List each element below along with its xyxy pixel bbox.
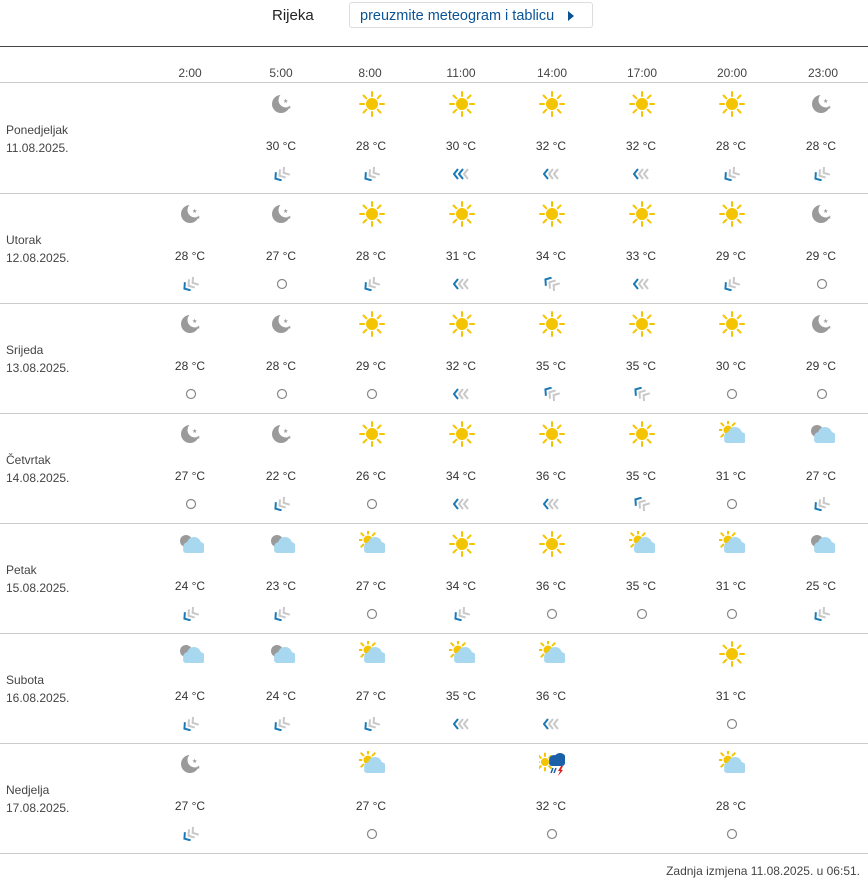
city-name: Rijeka [272,7,314,24]
play-triangle-icon [568,11,574,21]
day-row [0,633,868,744]
forecast-cell [421,633,501,743]
forecast-cell [511,633,591,743]
sun-icon [629,421,655,447]
temperature: 29 °C [355,359,387,373]
temperature: 28 °C [715,139,747,153]
forecast-cell [511,83,591,193]
calm-wind-icon [813,277,831,291]
calm-wind-icon [182,387,200,401]
day-row [0,303,868,414]
forecast-cell [241,193,321,303]
day-label [6,231,69,267]
svg-text:★: ★ [827,325,832,331]
wind-direction-icon [453,497,471,511]
moon-icon [269,201,295,227]
hour-label: 8:00 [358,66,382,80]
forecast-cell [691,523,771,633]
svg-text:★: ★ [287,215,292,221]
forecast-cell [241,303,321,413]
forecast-cell [781,413,861,523]
calm-wind-icon [273,277,291,291]
forecast-cell [150,633,230,743]
wind-direction-icon [453,607,471,621]
day-name: Ponedjeljak [6,123,69,137]
sun-cloud-icon [539,641,565,667]
svg-text:★: ★ [192,428,198,435]
sun-icon [449,421,475,447]
day-label [6,341,69,377]
wind-direction-icon [633,277,651,291]
svg-text:★: ★ [192,758,198,765]
wind-direction-icon [543,277,561,291]
svg-text:★: ★ [283,208,289,215]
calm-wind-icon [543,607,561,621]
sun-icon [539,421,565,447]
moon-cloud-icon [809,531,835,557]
wind-direction-icon [273,167,291,181]
day-date: 12.08.2025. [6,251,70,265]
forecast-cell [150,413,230,523]
sun-cloud-icon [629,531,655,557]
temperature: 32 °C [625,139,657,153]
sun-cloud-icon [449,641,475,667]
calm-wind-icon [363,387,381,401]
wind-direction-icon [182,277,200,291]
temperature: 27 °C [355,689,387,703]
temperature: 33 °C [625,249,657,263]
wind-direction-icon [813,497,831,511]
wind-direction-icon [633,387,651,401]
wind-direction-icon [273,607,291,621]
wind-direction-icon [453,387,471,401]
forecast-cell [421,523,501,633]
hour-label: 17:00 [626,66,658,80]
header-bar [0,0,868,47]
temperature: 28 °C [805,139,837,153]
calm-wind-icon [543,827,561,841]
forecast-cell [421,193,501,303]
temperature: 27 °C [355,579,387,593]
forecast-cell [601,193,681,303]
temperature: 24 °C [174,689,206,703]
day-label [6,451,69,487]
day-label [6,781,69,817]
forecast-cell [241,413,321,523]
forecast-cell [601,523,681,633]
forecast-cell [421,413,501,523]
moon-icon [269,311,295,337]
calm-wind-icon [182,497,200,511]
sun-icon [449,311,475,337]
temperature: 31 °C [715,579,747,593]
forecast-cell [691,413,771,523]
temperature: 35 °C [445,689,477,703]
wind-direction-icon [182,827,200,841]
calm-wind-icon [363,497,381,511]
temperature: 28 °C [174,359,206,373]
temperature: 30 °C [715,359,747,373]
hours-header [0,60,868,83]
sun-icon [629,311,655,337]
forecast-cell [241,523,321,633]
temperature: 26 °C [355,469,387,483]
sun-icon [629,91,655,117]
day-date: 11.08.2025. [6,141,69,155]
forecast-cell [421,83,501,193]
svg-text:★: ★ [823,208,829,215]
forecast-cell [511,303,591,413]
svg-text:★: ★ [827,215,832,221]
moon-cloud-icon [178,641,204,667]
sun-cloud-icon [359,751,385,777]
day-row [0,523,868,634]
sun-icon [719,641,745,667]
forecast-cell [601,413,681,523]
forecast-cell [691,743,771,853]
forecast-cell [241,83,321,193]
sun-icon [449,531,475,557]
forecast-cell [331,83,411,193]
forecast-cell [601,303,681,413]
day-row [0,193,868,304]
day-date: 14.08.2025. [6,471,70,485]
calm-wind-icon [723,717,741,731]
wind-direction-icon [273,497,291,511]
forecast-cell [691,193,771,303]
forecast-cell [781,193,861,303]
svg-text:★: ★ [287,105,292,111]
wind-direction-icon [813,607,831,621]
temperature: 27 °C [174,799,206,813]
day-name: Četvrtak [6,453,51,467]
forecast-cell [691,83,771,193]
svg-text:★: ★ [192,208,198,215]
sun-icon [539,91,565,117]
wind-direction-icon [182,607,200,621]
hour-label: 5:00 [269,66,293,80]
forecast-cell [511,413,591,523]
forecast-cell [331,633,411,743]
temperature: 28 °C [715,799,747,813]
svg-text:★: ★ [283,428,289,435]
day-name: Petak [6,563,37,577]
forecast-cell [331,413,411,523]
temperature: 24 °C [265,689,297,703]
temperature: 27 °C [805,469,837,483]
temperature: 31 °C [445,249,477,263]
temperature: 36 °C [535,689,567,703]
svg-text:★: ★ [283,318,289,325]
forecast-cell [511,193,591,303]
svg-text:★: ★ [283,98,289,105]
wind-direction-icon [543,167,561,181]
wind-direction-icon [813,167,831,181]
day-row [0,743,868,854]
moon-icon [809,201,835,227]
calm-wind-icon [273,387,291,401]
svg-text:★: ★ [823,98,829,105]
forecast-cell [691,303,771,413]
moon-icon [269,91,295,117]
sun-icon [359,91,385,117]
day-label [6,561,69,597]
moon-icon [178,201,204,227]
temperature: 28 °C [355,139,387,153]
forecast-cell [331,523,411,633]
svg-text:★: ★ [287,435,292,441]
temperature: 32 °C [445,359,477,373]
sun-icon [539,311,565,337]
day-name: Nedjelja [6,783,50,797]
sun-cloud-icon [359,641,385,667]
temperature: 27 °C [265,249,297,263]
forecast-cell [781,303,861,413]
temperature: 35 °C [625,469,657,483]
sun-storm-icon [539,751,565,777]
hour-label: 23:00 [807,66,839,80]
wind-direction-icon [723,167,741,181]
moon-icon [178,311,204,337]
forecast-cell [601,83,681,193]
svg-text:★: ★ [196,765,201,771]
forecast-cell [331,743,411,853]
wind-direction-icon [273,717,291,731]
temperature: 30 °C [445,139,477,153]
svg-text:★: ★ [196,435,201,441]
sun-icon [719,91,745,117]
hour-label: 20:00 [716,66,748,80]
svg-text:★: ★ [823,318,829,325]
day-row [0,83,868,194]
wind-direction-icon [543,497,561,511]
sun-icon [449,201,475,227]
sun-icon [719,201,745,227]
sun-cloud-icon [719,531,745,557]
calm-wind-icon [363,827,381,841]
day-name: Srijeda [6,343,44,357]
forecast-cell [150,303,230,413]
forecast-cell [150,743,230,853]
temperature: 28 °C [265,359,297,373]
wind-direction-icon [363,717,381,731]
temperature: 28 °C [174,249,206,263]
forecast-cell [511,523,591,633]
hour-label: 2:00 [178,66,202,80]
forecast-cell [511,743,591,853]
day-name: Subota [6,673,45,687]
wind-direction-icon [633,167,651,181]
temperature: 34 °C [445,469,477,483]
moon-cloud-icon [178,531,204,557]
temperature: 32 °C [535,139,567,153]
temperature: 31 °C [715,689,747,703]
svg-text:★: ★ [196,215,201,221]
calm-wind-icon [723,497,741,511]
temperature: 29 °C [805,249,837,263]
svg-text:★: ★ [196,325,201,331]
sun-icon [539,201,565,227]
wind-direction-icon [633,497,651,511]
hour-label: 14:00 [536,66,568,80]
calm-wind-icon [723,827,741,841]
forecast-cell [691,633,771,743]
svg-text:★: ★ [287,325,292,331]
temperature: 25 °C [805,579,837,593]
sun-icon [359,311,385,337]
last-updated: Zadnja izmjena 11.08.2025. u 06:51. [666,864,860,878]
sun-cloud-icon [359,531,385,557]
day-date: 13.08.2025. [6,361,70,375]
temperature: 24 °C [174,579,206,593]
sun-icon [719,311,745,337]
forecast-cell [150,523,230,633]
day-date: 16.08.2025. [6,691,70,705]
temperature: 35 °C [535,359,567,373]
temperature: 23 °C [265,579,297,593]
moon-icon [178,751,204,777]
day-label [6,121,69,157]
temperature: 27 °C [355,799,387,813]
calm-wind-icon [633,607,651,621]
svg-text:★: ★ [192,318,198,325]
forecast-cell [421,303,501,413]
moon-icon [269,421,295,447]
wind-direction-icon [453,277,471,291]
forecast-cell [331,193,411,303]
hour-label: 11:00 [446,66,476,80]
wind-direction-icon [723,277,741,291]
svg-text:★: ★ [827,105,832,111]
forecast-cell [781,523,861,633]
temperature: 30 °C [265,139,297,153]
sun-icon [539,531,565,557]
moon-cloud-icon [269,641,295,667]
day-date: 15.08.2025. [6,581,70,595]
moon-icon [178,421,204,447]
sun-icon [359,201,385,227]
sun-cloud-icon [719,421,745,447]
forecast-cell [241,633,321,743]
sun-icon [629,201,655,227]
temperature: 29 °C [805,359,837,373]
sun-icon [449,91,475,117]
calm-wind-icon [723,607,741,621]
day-name: Utorak [6,233,42,247]
sun-cloud-icon [719,751,745,777]
moon-cloud-icon [809,421,835,447]
temperature: 34 °C [535,249,567,263]
calm-wind-icon [813,387,831,401]
wind-direction-icon [453,717,471,731]
temperature: 34 °C [445,579,477,593]
calm-wind-icon [363,607,381,621]
temperature: 35 °C [625,359,657,373]
moon-icon [809,311,835,337]
moon-cloud-icon [269,531,295,557]
temperature: 29 °C [715,249,747,263]
forecast-cell [331,303,411,413]
temperature: 36 °C [535,469,567,483]
download-button-label: preuzmite meteogram i tablicu [360,8,555,24]
temperature: 32 °C [535,799,567,813]
wind-direction-icon [453,167,471,181]
day-date: 17.08.2025. [6,801,70,815]
calm-wind-icon [723,387,741,401]
wind-direction-icon [363,167,381,181]
sun-icon [359,421,385,447]
temperature: 31 °C [715,469,747,483]
forecast-cell [150,193,230,303]
wind-direction-icon [543,717,561,731]
temperature: 35 °C [625,579,657,593]
temperature: 36 °C [535,579,567,593]
temperature: 28 °C [355,249,387,263]
forecast-cell [781,83,861,193]
download-meteogram-button[interactable] [349,2,593,28]
temperature: 22 °C [265,469,297,483]
day-label [6,671,69,707]
wind-direction-icon [182,717,200,731]
wind-direction-icon [543,387,561,401]
temperature: 27 °C [174,469,206,483]
moon-icon [809,91,835,117]
day-row [0,413,868,524]
wind-direction-icon [363,277,381,291]
